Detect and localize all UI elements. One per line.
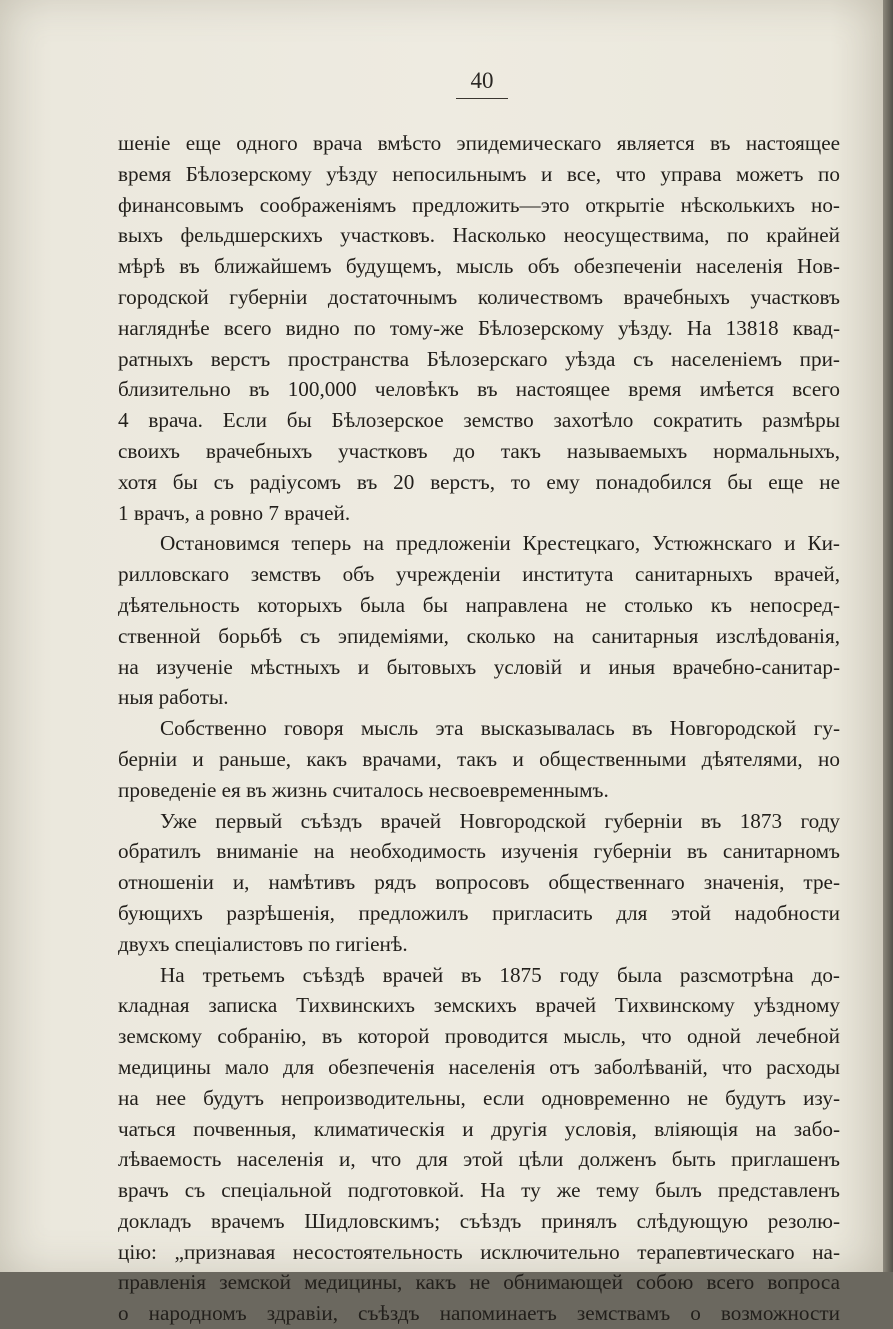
- text-line: кладная записка Тихвинскихъ земскихъ врачей Тихвинскому уѣздному: [118, 993, 840, 1018]
- text-line: дѣятельность которыхъ была бы направлена не столько къ непосред-: [118, 592, 840, 617]
- text-line: выхъ фельдшерскихъ участковъ. Насколько неосуществима, по крайней: [118, 223, 840, 248]
- text-line: ственной борьбѣ съ эпидеміями, сколько на санитарныя изслѣдованія,: [118, 623, 840, 648]
- text-line: хотя бы съ радіусомъ въ 20 верстъ, то ему понадобился бы еще не: [118, 469, 840, 494]
- text-line: шеніе еще одного врача вмѣсто эпидемическаго является въ настоящее: [118, 131, 840, 155]
- text-line: на нее будутъ непроизводительны, если одновременно не будутъ изу-: [118, 1085, 840, 1110]
- text-line: рилловскаго земствъ объ учрежденіи института санитарныхъ врачей,: [118, 562, 840, 587]
- text-line: Остановимся теперь на предложеніи Крестецкаго, Устюжнскаго и Ки-: [160, 531, 840, 556]
- text-line: близительно въ 100,000 человѣкъ въ настоящее время имѣется всего: [118, 377, 840, 402]
- text-line: финансовымъ соображеніямъ предложить—это открытіе нѣсколькихъ но-: [118, 192, 840, 217]
- text-line: отношеніи и, намѣтивъ рядъ вопросовъ общественнаго значенія, тре-: [118, 870, 840, 895]
- text-line: мѣрѣ въ ближайшемъ будущемъ, мысль объ обезпеченіи населенія Нов-: [118, 254, 840, 279]
- text-line: На третьемъ съѣздѣ врачей въ 1875 году была разсмотрѣна до-: [160, 962, 840, 987]
- text-line: на изученіе мѣстныхъ и бытовыхъ условій и иныя врачебно-санитар-: [118, 654, 840, 679]
- text-line: бующихъ разрѣшенія, предложилъ пригласить для этой надобности: [118, 900, 840, 925]
- text-line: берніи и раньше, какъ врачами, такъ и общественными дѣятелями, но: [118, 746, 840, 771]
- text-line: ныя работы.: [118, 685, 229, 710]
- text-line: обратилъ вниманіе на необходимость изученія губерніи въ санитарномъ: [118, 839, 840, 864]
- page-number: 40: [470, 68, 494, 93]
- text-line: проведеніе ея въ жизнь считалось несвоевременнымъ.: [118, 777, 609, 802]
- text-line: врачъ съ спеціальной подготовкой. На ту же тему былъ представленъ: [118, 1178, 840, 1203]
- text-line: земскому собранію, въ которой проводится мысль, что одной лечебной: [118, 1024, 840, 1049]
- text-line: нагляднѣе всего видно по тому-же Бѣлозерскому уѣзду. На 13818 квад-: [118, 315, 840, 340]
- page-number-rule: [456, 98, 508, 99]
- text-line: Уже первый съѣздъ врачей Новгородской губерніи въ 1873 году: [160, 808, 840, 833]
- text-line: медицины мало для обезпеченія населенія отъ заболѣваній, что расходы: [118, 1054, 840, 1079]
- text-line: правленія земской медицины, какъ не обнимающей собою всего вопроса: [118, 1270, 840, 1295]
- text-line: 1 врачъ, а ровно 7 врачей.: [118, 500, 351, 525]
- text-line: лѣваемость населенія и, что для этой цѣли долженъ быть приглашенъ: [118, 1147, 840, 1172]
- page-edge: [883, 0, 893, 1272]
- text-line: время Бѣлозерскому уѣзду непосильнымъ и все, что управа можетъ по: [118, 161, 840, 186]
- body-text: [118, 128, 840, 1329]
- text-line: двухъ спеціалистовъ по гигіенѣ.: [118, 931, 408, 956]
- text-line: своихъ врачебныхъ участковъ до такъ называемыхъ нормальныхъ,: [118, 438, 840, 463]
- text-line: цію: „признавая несостоятельность исключительно терапевтическаго на-: [118, 1239, 840, 1264]
- text-line: 4 врача. Если бы Бѣлозерское земство захотѣло сократить размѣры: [118, 408, 840, 433]
- text-line: о народномъ здравіи, съѣздъ напоминаетъ земствамъ о возможности: [118, 1301, 840, 1326]
- text-line: докладъ врачемъ Шидловскимъ; съѣздъ принялъ слѣдующую резолю-: [118, 1208, 840, 1233]
- text-line: чаться почвенныя, климатическія и другія условія, вліяющія на забо-: [118, 1116, 840, 1141]
- text-line: городской губерніи достаточнымъ количествомъ врачебныхъ участковъ: [118, 284, 840, 309]
- text-line: ратныхъ верстъ пространства Бѣлозерскаго уѣзда съ населеніемъ при-: [118, 346, 840, 371]
- text-line: Собственно говоря мысль эта высказывалась въ Новгородской гу-: [160, 716, 840, 741]
